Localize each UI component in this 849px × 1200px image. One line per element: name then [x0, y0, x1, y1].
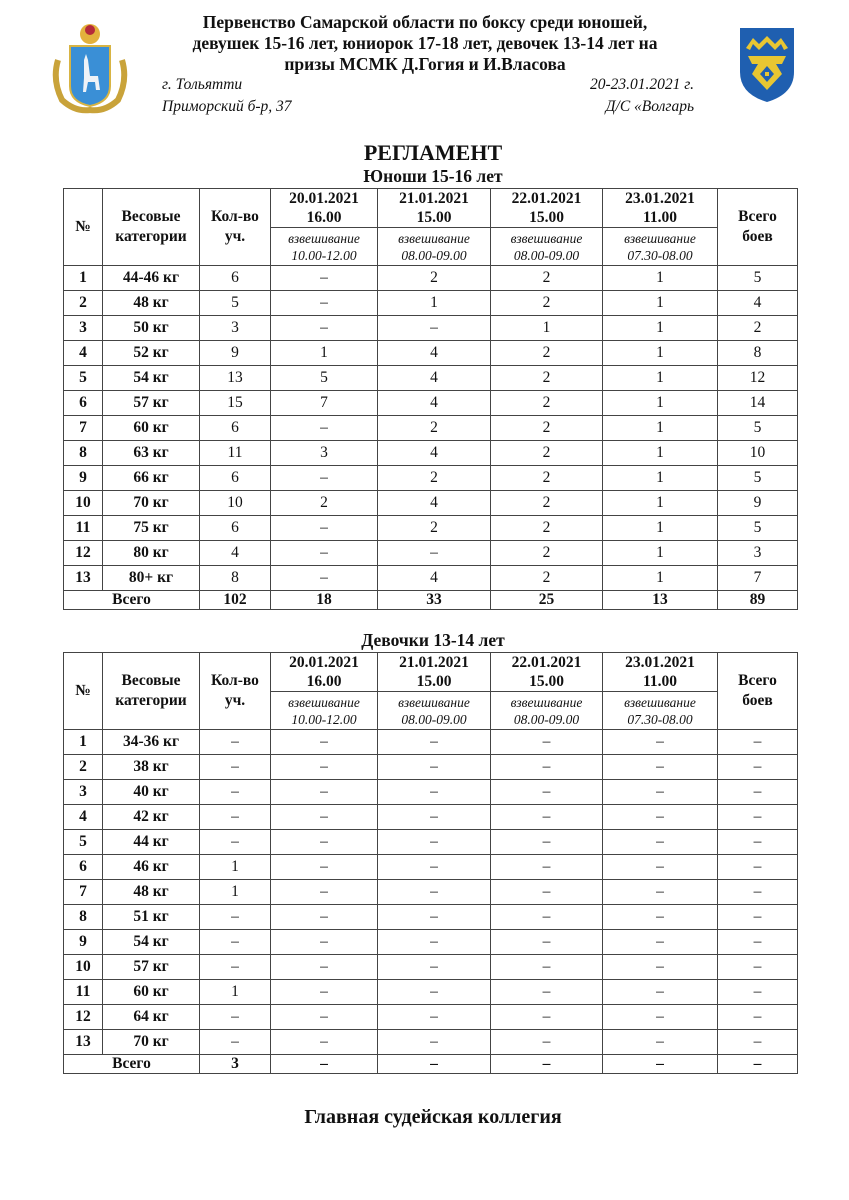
table-row	[64, 730, 798, 755]
totals-row	[64, 1055, 798, 1074]
row-number: 11	[64, 980, 103, 1005]
tolyatti-coat-of-arms-icon	[738, 26, 796, 104]
bouts-day-1: –	[271, 291, 378, 316]
bouts-day-4: –	[603, 855, 718, 880]
row-number: 13	[64, 566, 103, 591]
bouts-day-2: 2	[378, 266, 491, 291]
total-day-2: 33	[378, 591, 491, 610]
bouts-day-3: 2	[491, 341, 603, 366]
bouts-day-3: –	[491, 930, 603, 955]
total-bouts: 3	[718, 541, 798, 566]
bouts-day-4: –	[603, 730, 718, 755]
weight-category: 54 кг	[103, 930, 200, 955]
total-count: 102	[200, 591, 271, 610]
bouts-day-3: –	[491, 980, 603, 1005]
total-bouts: –	[718, 880, 798, 905]
row-number: 4	[64, 341, 103, 366]
participant-count: –	[200, 905, 271, 930]
bouts-day-2: –	[378, 1005, 491, 1030]
bouts-day-2: –	[378, 780, 491, 805]
col-total-header: Всего боев	[718, 653, 798, 730]
bouts-day-3: –	[491, 830, 603, 855]
row-number: 10	[64, 955, 103, 980]
row-number: 1	[64, 730, 103, 755]
col-num-header: №	[64, 189, 103, 266]
weight-category: 75 кг	[103, 516, 200, 541]
bouts-day-1: –	[271, 416, 378, 441]
bouts-day-1: –	[271, 905, 378, 930]
schedule-table-boys	[63, 188, 798, 610]
bouts-day-4: 1	[603, 441, 718, 466]
bouts-day-4: –	[603, 805, 718, 830]
participant-count: 13	[200, 366, 271, 391]
total-bouts: 89	[718, 591, 798, 610]
row-number: 8	[64, 905, 103, 930]
weight-category: 44-46 кг	[103, 266, 200, 291]
table-row	[64, 316, 798, 341]
weight-category: 60 кг	[103, 980, 200, 1005]
table-row	[64, 755, 798, 780]
col-day-1-header: 20.01.2021 16.00	[271, 189, 378, 228]
weight-category: 42 кг	[103, 805, 200, 830]
bouts-day-4: 1	[603, 316, 718, 341]
bouts-day-3: –	[491, 755, 603, 780]
row-number: 9	[64, 930, 103, 955]
bouts-day-2: –	[378, 805, 491, 830]
bouts-day-3: 2	[491, 391, 603, 416]
weigh-in-day-3: взвешивание 08.00-09.00	[491, 692, 603, 730]
bouts-day-4: 1	[603, 266, 718, 291]
bouts-day-4: –	[603, 780, 718, 805]
col-day-4-header: 23.01.2021 11.00	[603, 653, 718, 692]
table-row	[64, 1030, 798, 1055]
total-bouts: 5	[718, 466, 798, 491]
bouts-day-1: –	[271, 1030, 378, 1055]
row-number: 10	[64, 491, 103, 516]
bouts-day-3: –	[491, 955, 603, 980]
row-number: 6	[64, 391, 103, 416]
participant-count: –	[200, 730, 271, 755]
row-number: 3	[64, 780, 103, 805]
col-count-header: Кол-во уч.	[200, 653, 271, 730]
weight-category: 50 кг	[103, 316, 200, 341]
bouts-day-4: 1	[603, 391, 718, 416]
weight-category: 48 кг	[103, 880, 200, 905]
weigh-in-day-2: взвешивание 08.00-09.00	[378, 228, 491, 266]
total-day-4: –	[603, 1055, 718, 1074]
weight-category: 57 кг	[103, 391, 200, 416]
document-title: РЕГЛАМЕНТ	[363, 140, 503, 165]
participant-count: 5	[200, 291, 271, 316]
bouts-day-4: –	[603, 1005, 718, 1030]
row-number: 5	[64, 366, 103, 391]
weight-category: 46 кг	[103, 855, 200, 880]
table-row	[64, 980, 798, 1005]
bouts-day-2: 4	[378, 491, 491, 516]
participant-count: 6	[200, 416, 271, 441]
row-number: 6	[64, 855, 103, 880]
table-row	[64, 441, 798, 466]
participant-count: –	[200, 955, 271, 980]
col-day-3-header: 22.01.2021 15.00	[491, 653, 603, 692]
bouts-day-4: –	[603, 830, 718, 855]
col-day-2-header: 21.01.2021 15.00	[378, 189, 491, 228]
weight-category: 38 кг	[103, 755, 200, 780]
table-row	[64, 266, 798, 291]
weigh-in-day-2: взвешивание 08.00-09.00	[378, 692, 491, 730]
bouts-day-2: –	[378, 980, 491, 1005]
weigh-in-day-4: взвешивание 07.30-08.00	[603, 228, 718, 266]
total-bouts: 2	[718, 316, 798, 341]
total-bouts: 9	[718, 491, 798, 516]
weight-category: 54 кг	[103, 366, 200, 391]
bouts-day-3: –	[491, 805, 603, 830]
bouts-day-1: –	[271, 855, 378, 880]
bouts-day-2: 1	[378, 291, 491, 316]
bouts-day-1: –	[271, 880, 378, 905]
table-row	[64, 366, 798, 391]
bouts-day-3: 2	[491, 266, 603, 291]
weigh-in-day-3: взвешивание 08.00-09.00	[491, 228, 603, 266]
totals-row	[64, 591, 798, 610]
bouts-day-3: 2	[491, 291, 603, 316]
weight-category: 34-36 кг	[103, 730, 200, 755]
row-number: 12	[64, 1005, 103, 1030]
table-boys-title: Юноши 15-16 лет	[363, 166, 503, 186]
table-row	[64, 566, 798, 591]
table-row	[64, 516, 798, 541]
weight-category: 60 кг	[103, 416, 200, 441]
bouts-day-4: 1	[603, 491, 718, 516]
bouts-day-3: 2	[491, 441, 603, 466]
bouts-day-1: 2	[271, 491, 378, 516]
bouts-day-2: –	[378, 905, 491, 930]
bouts-day-1: 7	[271, 391, 378, 416]
row-number: 7	[64, 416, 103, 441]
schedule-table-girls	[63, 652, 798, 1074]
total-day-1: –	[271, 1055, 378, 1074]
totals-label: Всего	[64, 1055, 200, 1074]
col-day-1-header: 20.01.2021 16.00	[271, 653, 378, 692]
event-title-line-2: девушек 15-16 лет, юниорок 17-18 лет, девочек 13-14 лет на	[192, 33, 658, 53]
weigh-in-day-1: взвешивание 10.00-12.00	[271, 228, 378, 266]
participant-count: –	[200, 1005, 271, 1030]
weight-category: 57 кг	[103, 955, 200, 980]
row-number: 5	[64, 830, 103, 855]
bouts-day-1: –	[271, 541, 378, 566]
bouts-day-2: –	[378, 755, 491, 780]
weight-category: 63 кг	[103, 441, 200, 466]
bouts-day-2: 2	[378, 466, 491, 491]
bouts-day-2: 4	[378, 441, 491, 466]
bouts-day-1: –	[271, 566, 378, 591]
bouts-day-1: –	[271, 730, 378, 755]
row-number: 2	[64, 755, 103, 780]
event-title-line-1: Первенство Самарской области по боксу среди юношей,	[202, 12, 648, 32]
bouts-day-2: –	[378, 730, 491, 755]
weight-category: 64 кг	[103, 1005, 200, 1030]
bouts-day-3: –	[491, 855, 603, 880]
bouts-day-1: –	[271, 1005, 378, 1030]
bouts-day-4: –	[603, 755, 718, 780]
table-row	[64, 541, 798, 566]
weigh-in-day-1: взвешивание 10.00-12.00	[271, 692, 378, 730]
bouts-day-4: 1	[603, 341, 718, 366]
table-row	[64, 466, 798, 491]
bouts-day-1: –	[271, 955, 378, 980]
bouts-day-3: 2	[491, 416, 603, 441]
participant-count: 10	[200, 491, 271, 516]
total-day-1: 18	[271, 591, 378, 610]
total-count: 3	[200, 1055, 271, 1074]
table-row	[64, 391, 798, 416]
bouts-day-2: 4	[378, 391, 491, 416]
bouts-day-4: –	[603, 880, 718, 905]
total-day-2: –	[378, 1055, 491, 1074]
weigh-in-day-4: взвешивание 07.30-08.00	[603, 692, 718, 730]
total-bouts: –	[718, 730, 798, 755]
bouts-day-1: 5	[271, 366, 378, 391]
bouts-day-4: 1	[603, 466, 718, 491]
total-bouts: –	[718, 1005, 798, 1030]
total-day-3: 25	[491, 591, 603, 610]
total-bouts: 4	[718, 291, 798, 316]
bouts-day-3: 2	[491, 566, 603, 591]
row-number: 1	[64, 266, 103, 291]
table-row	[64, 880, 798, 905]
weight-category: 66 кг	[103, 466, 200, 491]
total-bouts: 5	[718, 416, 798, 441]
row-number: 11	[64, 516, 103, 541]
total-bouts: 8	[718, 341, 798, 366]
bouts-day-4: –	[603, 955, 718, 980]
participant-count: –	[200, 805, 271, 830]
bouts-day-2: –	[378, 955, 491, 980]
total-bouts: 12	[718, 366, 798, 391]
weight-category: 40 кг	[103, 780, 200, 805]
weight-category: 80 кг	[103, 541, 200, 566]
row-number: 8	[64, 441, 103, 466]
row-number: 13	[64, 1030, 103, 1055]
total-bouts: 7	[718, 566, 798, 591]
bouts-day-3: –	[491, 730, 603, 755]
city: г. Тольятти	[162, 76, 243, 93]
bouts-day-4: –	[603, 930, 718, 955]
participant-count: 4	[200, 541, 271, 566]
col-day-2-header: 21.01.2021 15.00	[378, 653, 491, 692]
bouts-day-3: –	[491, 880, 603, 905]
participant-count: 6	[200, 466, 271, 491]
bouts-day-1: –	[271, 805, 378, 830]
bouts-day-2: 2	[378, 516, 491, 541]
participant-count: 1	[200, 855, 271, 880]
table-row	[64, 491, 798, 516]
total-bouts: –	[718, 855, 798, 880]
total-bouts: –	[718, 1030, 798, 1055]
totals-label: Всего	[64, 591, 200, 610]
bouts-day-4: –	[603, 905, 718, 930]
bouts-day-1: –	[271, 316, 378, 341]
event-dates: 20-23.01.2021 г.	[589, 76, 694, 93]
total-bouts: 10	[718, 441, 798, 466]
total-bouts: 5	[718, 266, 798, 291]
weight-category: 44 кг	[103, 830, 200, 855]
venue: Д/С «Волгарь	[605, 98, 694, 115]
participant-count: –	[200, 830, 271, 855]
bouts-day-1: 1	[271, 341, 378, 366]
table-row	[64, 805, 798, 830]
table-row	[64, 855, 798, 880]
total-bouts: –	[718, 755, 798, 780]
table-row	[64, 291, 798, 316]
col-category-header: Весовые категории	[103, 189, 200, 266]
total-bouts: –	[718, 930, 798, 955]
participant-count: 3	[200, 316, 271, 341]
chief-judges-panel: Главная судейская коллегия	[304, 1106, 562, 1128]
bouts-day-2: 4	[378, 566, 491, 591]
bouts-day-1: –	[271, 830, 378, 855]
total-bouts: –	[718, 805, 798, 830]
participant-count: 9	[200, 341, 271, 366]
bouts-day-2: –	[378, 930, 491, 955]
table-row	[64, 780, 798, 805]
bouts-day-3: 2	[491, 516, 603, 541]
bouts-day-1: –	[271, 466, 378, 491]
bouts-day-2: 4	[378, 341, 491, 366]
col-day-4-header: 23.01.2021 11.00	[603, 189, 718, 228]
total-bouts: –	[718, 980, 798, 1005]
total-bouts: –	[718, 830, 798, 855]
bouts-day-1: –	[271, 755, 378, 780]
table-row	[64, 416, 798, 441]
bouts-day-4: –	[603, 1030, 718, 1055]
bouts-day-2: –	[378, 855, 491, 880]
bouts-day-1: –	[271, 266, 378, 291]
bouts-day-3: –	[491, 780, 603, 805]
table-row	[64, 955, 798, 980]
table-row	[64, 930, 798, 955]
participant-count: 15	[200, 391, 271, 416]
participant-count: 11	[200, 441, 271, 466]
bouts-day-4: 1	[603, 566, 718, 591]
total-bouts: –	[718, 1055, 798, 1074]
event-title-line-3: призы МСМК Д.Гогия и И.Власова	[284, 54, 566, 74]
row-number: 7	[64, 880, 103, 905]
table-row	[64, 341, 798, 366]
bouts-day-2: –	[378, 830, 491, 855]
bouts-day-1: 3	[271, 441, 378, 466]
row-number: 4	[64, 805, 103, 830]
table-row	[64, 905, 798, 930]
participant-count: –	[200, 780, 271, 805]
participant-count: –	[200, 1030, 271, 1055]
weight-category: 70 кг	[103, 1030, 200, 1055]
address: Приморский б-р, 37	[162, 98, 292, 115]
participant-count: 6	[200, 516, 271, 541]
bouts-day-1: –	[271, 930, 378, 955]
participant-count: 1	[200, 980, 271, 1005]
bouts-day-3: –	[491, 1030, 603, 1055]
bouts-day-4: 1	[603, 416, 718, 441]
participant-count: –	[200, 930, 271, 955]
weight-category: 70 кг	[103, 491, 200, 516]
bouts-day-3: 2	[491, 366, 603, 391]
bouts-day-4: 1	[603, 291, 718, 316]
total-bouts: 14	[718, 391, 798, 416]
col-count-header: Кол-во уч.	[200, 189, 271, 266]
bouts-day-3: 1	[491, 316, 603, 341]
table-girls-title: Девочки 13-14 лет	[361, 630, 505, 650]
participant-count: 6	[200, 266, 271, 291]
table-row	[64, 830, 798, 855]
total-bouts: –	[718, 905, 798, 930]
row-number: 2	[64, 291, 103, 316]
col-day-3-header: 22.01.2021 15.00	[491, 189, 603, 228]
bouts-day-4: –	[603, 980, 718, 1005]
bouts-day-4: 1	[603, 541, 718, 566]
row-number: 9	[64, 466, 103, 491]
participant-count: 8	[200, 566, 271, 591]
bouts-day-4: 1	[603, 366, 718, 391]
participant-count: 1	[200, 880, 271, 905]
bouts-day-2: 2	[378, 416, 491, 441]
total-bouts: 5	[718, 516, 798, 541]
bouts-day-3: 2	[491, 491, 603, 516]
event-title	[150, 12, 700, 75]
col-num-header: №	[64, 653, 103, 730]
row-number: 12	[64, 541, 103, 566]
weight-category: 80+ кг	[103, 566, 200, 591]
weight-category: 48 кг	[103, 291, 200, 316]
col-total-header: Всего боев	[718, 189, 798, 266]
bouts-day-2: –	[378, 1030, 491, 1055]
bouts-day-2: 4	[378, 366, 491, 391]
bouts-day-4: 1	[603, 516, 718, 541]
table-row	[64, 1005, 798, 1030]
bouts-day-2: –	[378, 880, 491, 905]
bouts-day-1: –	[271, 780, 378, 805]
total-bouts: –	[718, 955, 798, 980]
col-category-header: Весовые категории	[103, 653, 200, 730]
bouts-day-3: 2	[491, 466, 603, 491]
bouts-day-2: –	[378, 316, 491, 341]
bouts-day-3: –	[491, 1005, 603, 1030]
row-number: 3	[64, 316, 103, 341]
total-day-3: –	[491, 1055, 603, 1074]
bouts-day-3: –	[491, 905, 603, 930]
bouts-day-2: –	[378, 541, 491, 566]
bouts-day-3: 2	[491, 541, 603, 566]
bouts-day-1: –	[271, 980, 378, 1005]
weight-category: 51 кг	[103, 905, 200, 930]
bouts-day-1: –	[271, 516, 378, 541]
samara-coat-of-arms-icon	[50, 20, 130, 115]
total-day-4: 13	[603, 591, 718, 610]
total-bouts: –	[718, 780, 798, 805]
weight-category: 52 кг	[103, 341, 200, 366]
participant-count: –	[200, 755, 271, 780]
